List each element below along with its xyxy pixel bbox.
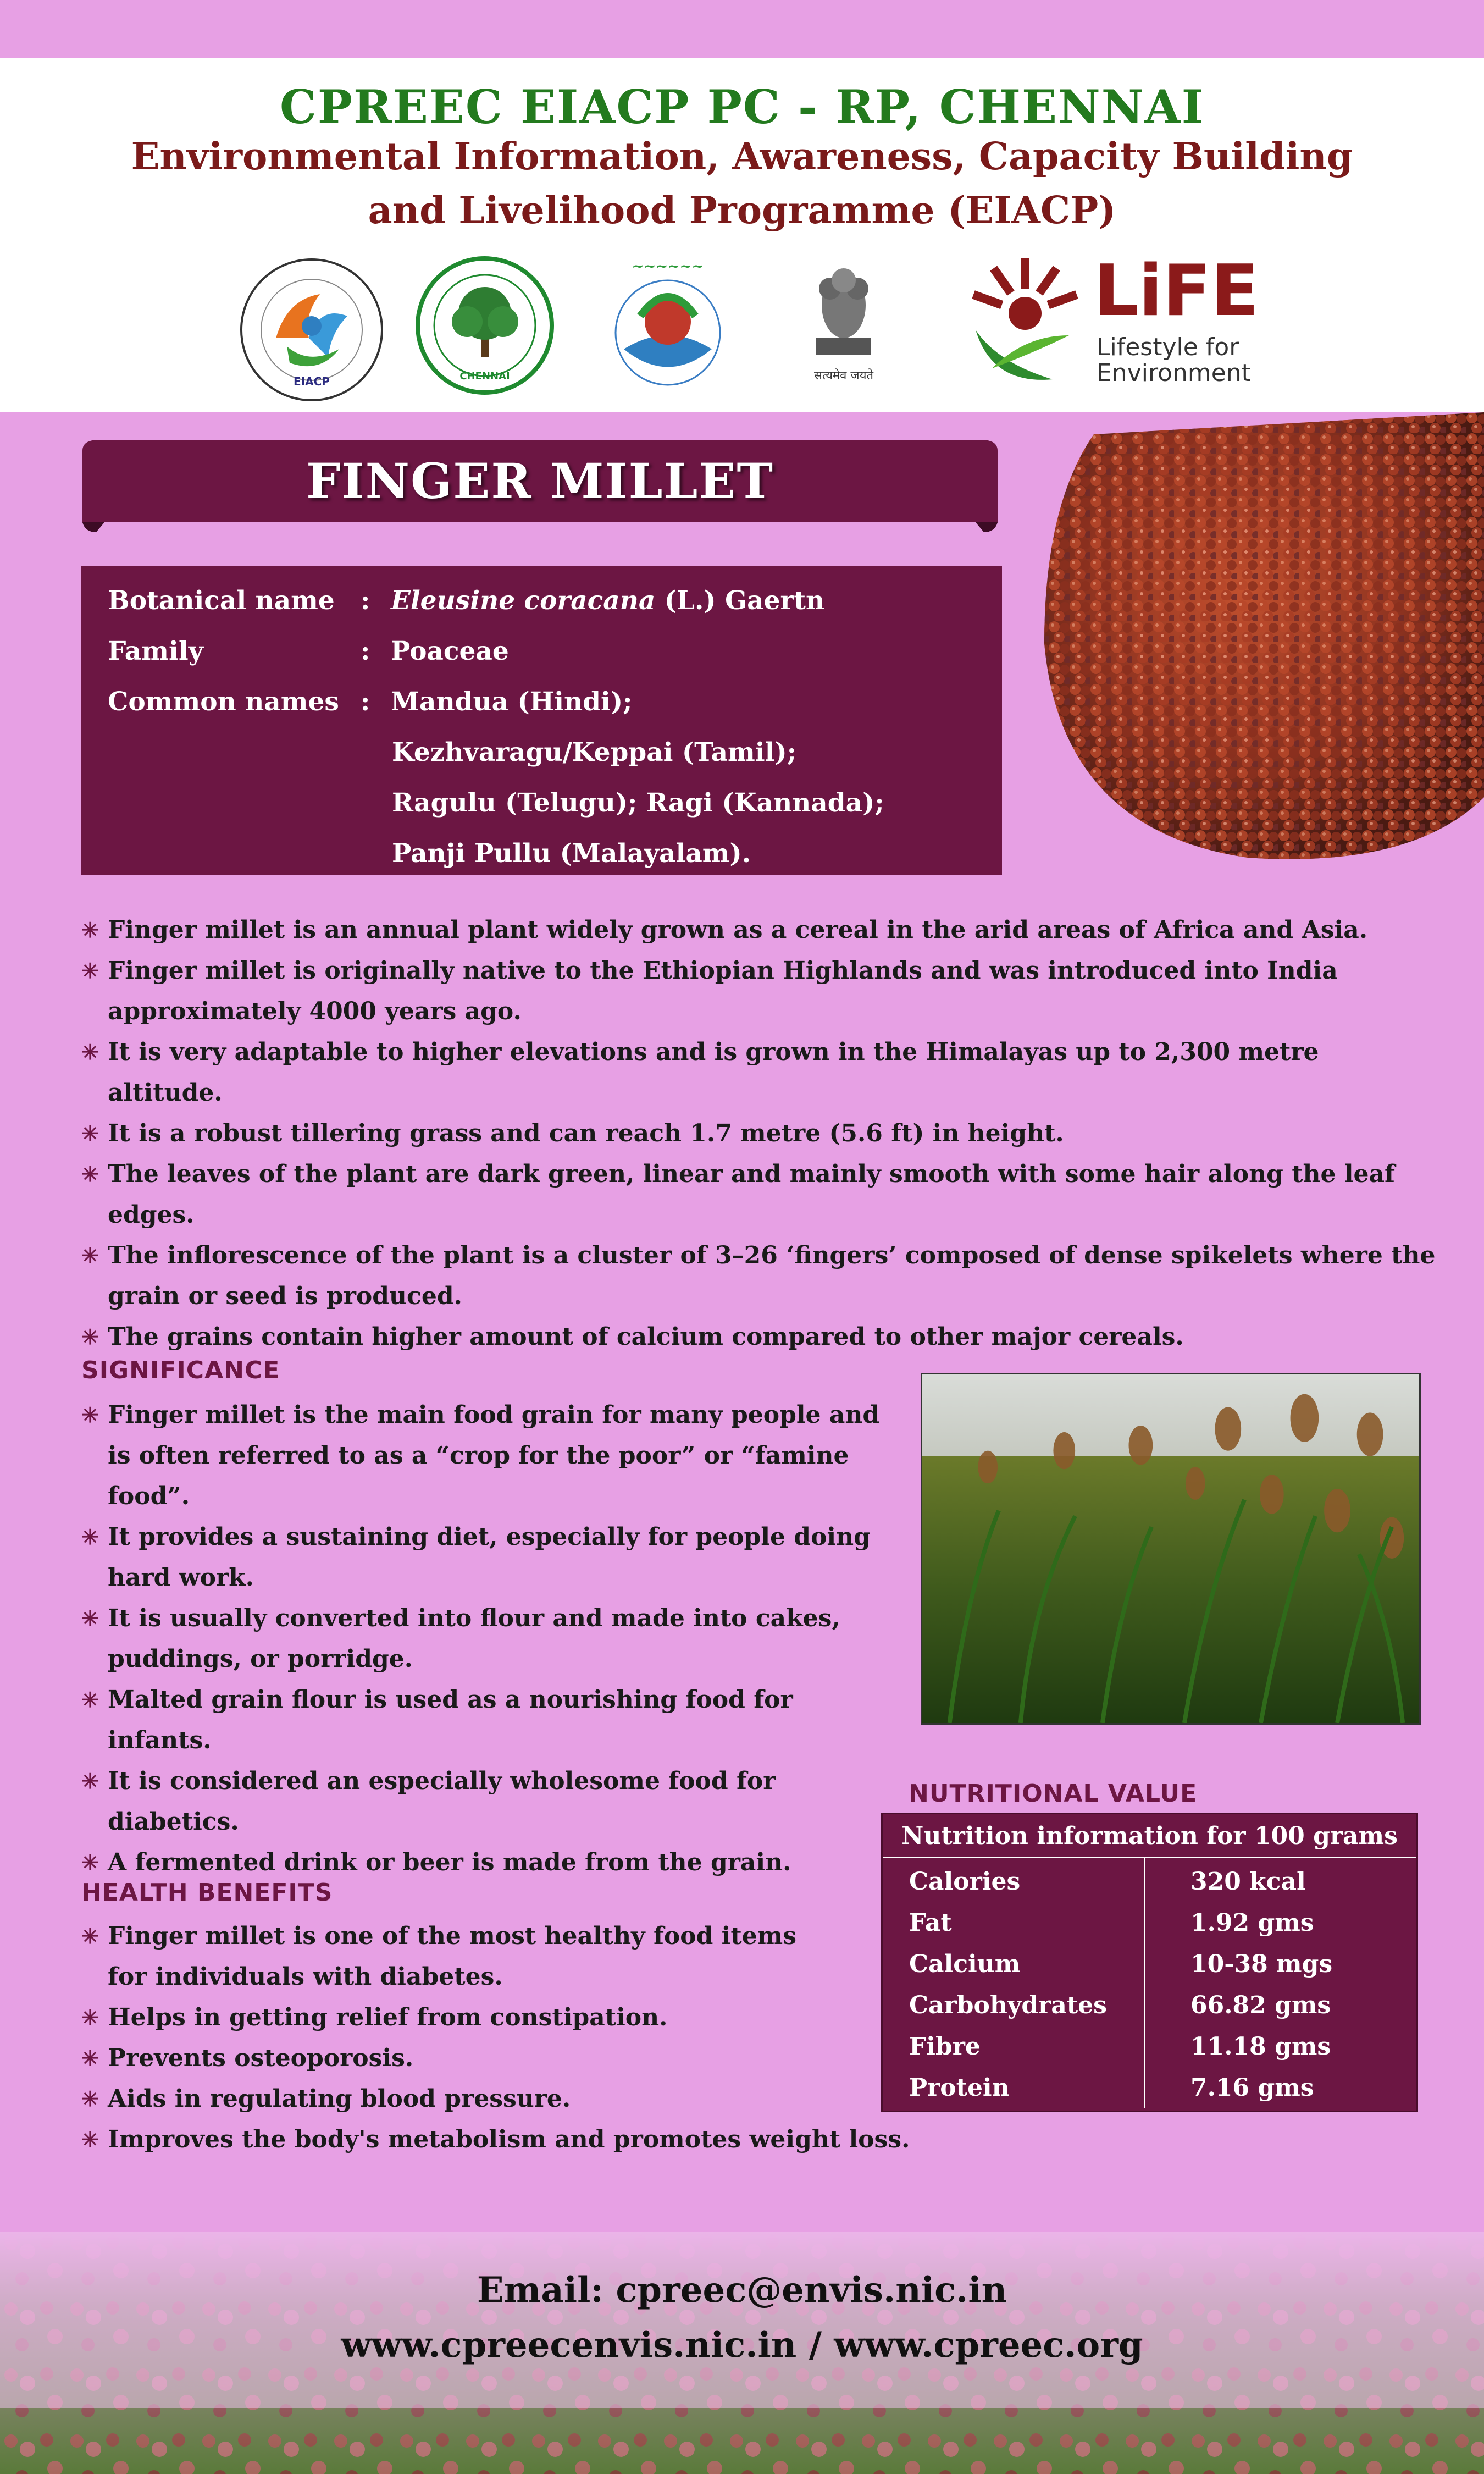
cpr-education-centre-logo <box>415 256 555 396</box>
colon: : <box>361 636 370 666</box>
nutrient-value: 66.82 gms <box>1190 1991 1331 2019</box>
nutrient-value: 320 kcal <box>1190 1868 1306 1896</box>
nutrient-name: Protein <box>909 2074 1010 2102</box>
botanical-name-rest: (L.) Gaertn <box>655 586 825 616</box>
life-logo-title: LiFE <box>1094 250 1259 332</box>
common-name-line: Ragulu (Telugu); Ragi (Kannada); <box>392 788 884 818</box>
botanical-name-italic: Eleusine coracana <box>391 586 656 616</box>
emblem-motto: सत्यमेव जयते <box>813 369 874 383</box>
nutrient-name: Calories <box>909 1868 1021 1896</box>
nutrition-row <box>883 1861 1416 1902</box>
nutrient-name: Fibre <box>909 2033 981 2061</box>
nutrition-row <box>883 2067 1416 2108</box>
significance-item: ✳ It is usually converted into flour and made into cakes, puddings, or porridge. <box>81 1598 889 1680</box>
health-benefit-item: ✳ Prevents osteoporosis. <box>81 2038 867 2079</box>
cpr-logo-city: CHENNAI <box>459 371 510 382</box>
significance-heading: SIGNIFICANCE <box>81 1356 280 1384</box>
millet-grains-image <box>1028 412 1484 869</box>
title-banner <box>82 440 998 533</box>
svg-text:~~~~~~: ~~~~~~ <box>632 258 704 275</box>
nutrient-value: 1.92 gms <box>1190 1909 1314 1937</box>
significance-item: ✳ It is considered an especially wholesome food for diabetics. <box>81 1761 889 1842</box>
fact-item: ✳ Finger millet is originally native to the Ethiopian Highlands and was introduced into India approximately 4000 years ago. <box>81 951 1439 1032</box>
common-name-line: Mandua (Hindi); <box>391 687 633 717</box>
fact-item: ✳ The leaves of the plant are dark green, linear and mainly smooth with some hair along the leaf edges. <box>81 1154 1439 1235</box>
header-title: CPREEC EIACP PC - RP, CHENNAI <box>279 80 1204 134</box>
significance-item: ✳ A fermented drink or beer is made from the grain. <box>81 1842 889 1883</box>
significance-item: ✳ It provides a sustaining diet, especially for people doing hard work. <box>81 1517 889 1598</box>
nutrient-value: 10-38 mgs <box>1190 1950 1333 1978</box>
nutrient-value: 11.18 gms <box>1190 2033 1331 2061</box>
footer-websites[interactable]: www.cpreecenvis.nic.in / www.cpreec.org <box>341 2324 1143 2366</box>
page-title: FINGER MILLET <box>306 452 774 510</box>
significance-item: ✳ Finger millet is the main food grain for many people and is often referred to as a “crop for the poor” or “famine food”. <box>81 1395 889 1517</box>
colon: : <box>361 687 370 717</box>
header-subtitle-line1: Environmental Information, Awareness, Capacity Building <box>131 135 1353 179</box>
nutrition-row <box>883 2026 1416 2067</box>
family-label: Family <box>108 636 204 666</box>
fact-item: ✳ The grains contain higher amount of calcium compared to other major cereals. <box>81 1317 1439 1357</box>
header <box>0 58 1484 412</box>
eiacp-logo-text: EIACP <box>294 375 330 388</box>
national-emblem-logo <box>805 256 882 404</box>
nutrient-name: Carbohydrates <box>909 1991 1107 2019</box>
life-logo-mark <box>959 253 1091 390</box>
botanical-info-box <box>81 566 1002 875</box>
fact-item: ✳ It is a robust tillering grass and can reach 1.7 metre (5.6 ft) in height. <box>81 1113 1439 1154</box>
life-logo-line2: Environment <box>1097 359 1251 387</box>
health-benefit-item: ✳ Finger millet is one of the most healthy food items for individuals with diabetes. <box>81 1916 801 1997</box>
nutrition-row <box>883 1902 1416 1943</box>
health-benefit-item: ✳ Improves the body's metabolism and promotes weight loss. <box>81 2119 939 2160</box>
health-benefits-list <box>81 1916 910 2160</box>
family-row <box>108 636 509 666</box>
fact-item: ✳ The inflorescence of the plant is a cluster of 3–26 ‘fingers’ composed of dense spikelets where the grain or seed is produced. <box>81 1235 1439 1317</box>
facts-list <box>81 910 1439 1357</box>
health-benefits-heading: HEALTH BENEFITS <box>81 1879 333 1907</box>
fact-item: ✳ It is very adaptable to higher elevations and is grown in the Himalayas up to 2,300 metre altitude. <box>81 1032 1439 1113</box>
footer-email[interactable]: Email: cpreec@envis.nic.in <box>477 2269 1007 2311</box>
millet-field-photo <box>921 1373 1421 1725</box>
health-benefit-item: ✳ Helps in getting relief from constipation. <box>81 1997 867 2038</box>
header-subtitle-line2: and Livelihood Programme (EIACP) <box>368 189 1116 233</box>
nature-protects-logo <box>607 256 728 396</box>
common-name-line: Kezhvaragu/Keppai (Tamil); <box>392 737 797 767</box>
nutrition-row <box>883 1943 1416 1985</box>
nutrient-name: Fat <box>909 1909 952 1937</box>
family-value: Poaceae <box>391 636 509 666</box>
health-benefit-item: ✳ Aids in regulating blood pressure. <box>81 2079 867 2119</box>
fact-item: ✳ Finger millet is an annual plant widely grown as a cereal in the arid areas of Africa and Asia. <box>81 910 1439 951</box>
botanical-name-row <box>108 586 824 616</box>
eiacp-logo <box>237 256 386 404</box>
footer <box>0 2232 1484 2474</box>
nutrition-table <box>881 1813 1418 2112</box>
common-names-row <box>108 687 632 717</box>
botanical-name-label: Botanical name <box>108 586 335 616</box>
significance-list <box>81 1395 889 1883</box>
colon: : <box>361 586 370 616</box>
nutrition-heading: NUTRITIONAL VALUE <box>909 1780 1198 1808</box>
nutrition-table-header: Nutrition information for 100 grams <box>883 1814 1416 1858</box>
nutrient-value: 7.16 gms <box>1190 2074 1314 2102</box>
significance-item: ✳ Malted grain flour is used as a nourishing food for infants. <box>81 1680 889 1761</box>
common-names-label: Common names <box>108 687 339 717</box>
life-logo-line1: Lifestyle for <box>1097 333 1239 361</box>
common-name-line: Panji Pullu (Malayalam). <box>392 838 751 869</box>
nutrient-name: Calcium <box>909 1950 1021 1978</box>
nutrition-row <box>883 1985 1416 2026</box>
